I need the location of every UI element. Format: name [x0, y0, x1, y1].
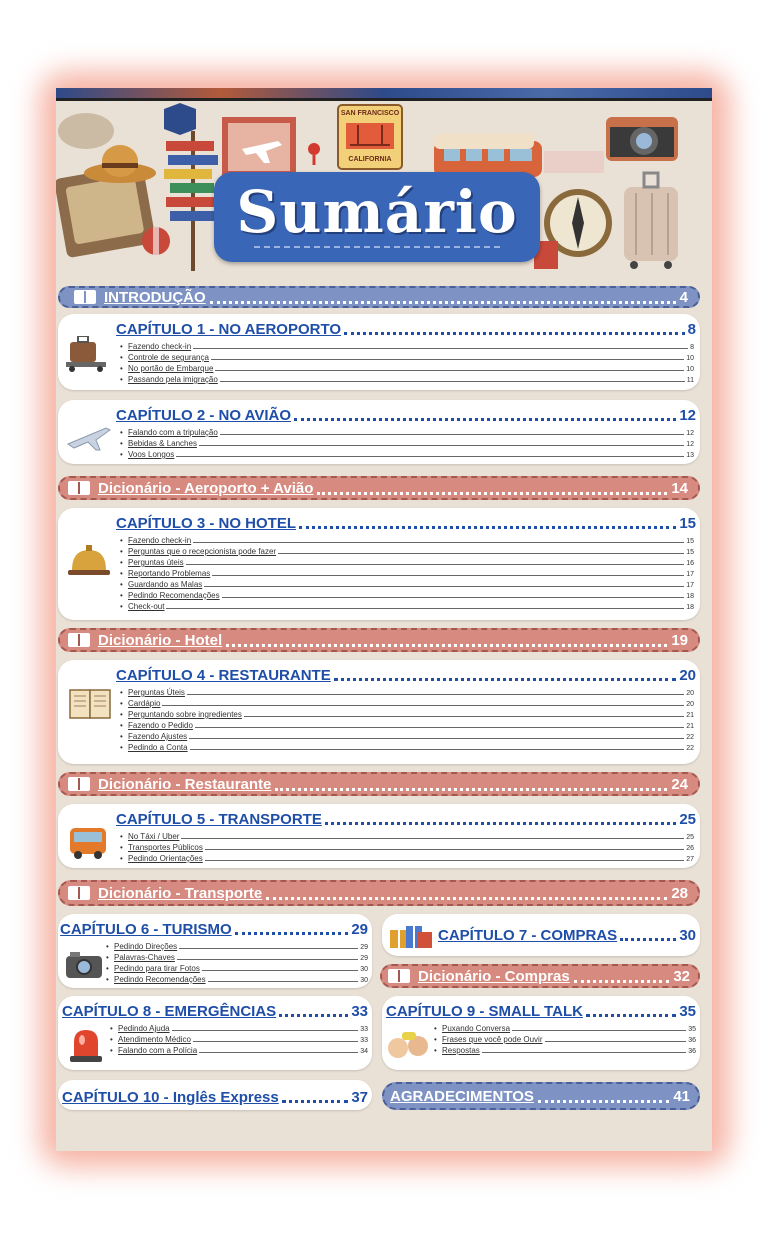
camera-icon [64, 950, 104, 980]
toc-item[interactable]: • Pedindo Direções 29 [106, 942, 368, 951]
dictionary-label: Dicionário - Transporte [98, 884, 263, 902]
chapter-title: CAPÍTULO 9 - SMALL TALK [386, 1003, 583, 1020]
siren-icon [68, 1026, 104, 1064]
chapter-page: 20 [679, 667, 696, 684]
chapter-5-heading[interactable] [116, 808, 696, 828]
san-francisco-sign [338, 105, 402, 169]
chapter-6-card [58, 914, 372, 988]
chapter-8-card [58, 996, 372, 1070]
chapter-1-items [120, 340, 694, 384]
book-icon [68, 633, 90, 647]
toc-item[interactable]: • No Táxi / Uber 25 [120, 832, 694, 841]
toc-item[interactable]: • Pedindo Ajuda 33 [110, 1024, 368, 1033]
sign-bottom-text: CALIFORNIA [348, 156, 392, 163]
thanks-label: AGRADECIMENTOS [390, 1087, 534, 1105]
toc-item[interactable]: • Perguntas que o recepcionista pode fazer 15 [120, 547, 694, 556]
title-banner [214, 172, 540, 262]
dictionary-shopping-entry[interactable] [380, 964, 700, 988]
toc-item[interactable]: • Perguntas Úteis 20 [120, 688, 694, 697]
toc-item[interactable]: • No portão de Embarque 10 [120, 364, 694, 373]
thanks-page: 41 [673, 1087, 690, 1105]
chapter-page: 29 [351, 921, 368, 938]
chapter-9-card [382, 996, 700, 1070]
chapter-page: 37 [351, 1089, 368, 1106]
dictionary-page: 32 [673, 967, 690, 985]
chapter-6-items [106, 940, 368, 984]
toc-item[interactable]: • Falando com a Polícia 34 [110, 1046, 368, 1055]
toc-item[interactable]: • Passando pela imigração 11 [120, 375, 694, 384]
toc-item[interactable]: • Pedindo Recomendações 18 [120, 591, 694, 600]
toc-item[interactable]: • Fazendo o Pedido 21 [120, 721, 694, 730]
toc-item[interactable]: • Perguntas úteis 16 [120, 558, 694, 567]
rolling-suitcase-icon [624, 173, 678, 269]
chapter-3-card [58, 508, 700, 620]
toc-item[interactable]: • Puxando Conversa 35 [434, 1024, 696, 1033]
chapter-6-heading[interactable] [60, 918, 368, 938]
luggage-cart-icon [64, 336, 108, 372]
chapter-8-items [110, 1022, 368, 1055]
dictionary-page: 14 [671, 479, 688, 497]
intro-entry[interactable] [58, 286, 700, 308]
airmail-stamp-icon [222, 117, 320, 177]
chapter-3-heading[interactable] [116, 512, 696, 532]
toc-item[interactable]: • Guardando as Malas 17 [120, 580, 694, 589]
dictionary-label: Dicionário - Restaurante [98, 775, 272, 793]
toc-item[interactable]: • Transportes Públicos 26 [120, 843, 694, 852]
chapter-title: CAPÍTULO 1 - NO AEROPORTO [116, 321, 342, 338]
chapter-4-items [120, 686, 694, 752]
menu-book-icon [68, 686, 112, 720]
chapter-2-items [120, 426, 694, 459]
chapter-7-card [382, 914, 700, 956]
toc-item[interactable]: • Check-out 18 [120, 602, 694, 611]
dictionary-page: 24 [671, 775, 688, 793]
chapter-1-heading[interactable] [116, 318, 696, 338]
chapter-5-card [58, 804, 700, 868]
chapter-8-heading[interactable] [62, 1000, 368, 1020]
chapter-4-card [58, 660, 700, 764]
toc-item[interactable]: • Controle de segurança 10 [120, 353, 694, 362]
sign-top-text: SAN FRANCISCO [340, 110, 400, 117]
suitcase-hat-icon [56, 113, 156, 258]
toc-item[interactable]: • Voos Longos 13 [120, 450, 694, 459]
chapter-9-heading[interactable] [386, 1000, 696, 1020]
book-icon [68, 886, 90, 900]
gift-icon [388, 920, 434, 950]
airplane-icon [66, 422, 112, 452]
chapter-2-heading[interactable] [116, 404, 696, 424]
dictionary-label: Dicionário - Hotel [98, 631, 223, 649]
compass-icon [534, 189, 612, 269]
book-icon [68, 481, 90, 495]
toc-item[interactable]: • Frases que você pode Ouvir 36 [434, 1035, 696, 1044]
chapter-4-heading[interactable] [116, 664, 696, 684]
toc-item[interactable]: • Bebidas & Lanches 12 [120, 439, 694, 448]
toc-item[interactable]: • Pedindo a Conta 22 [120, 743, 694, 752]
toc-item[interactable]: • Atendimento Médico 33 [110, 1035, 368, 1044]
summary-page [56, 88, 712, 1151]
book-icon [68, 777, 90, 791]
top-band [56, 88, 712, 98]
book-icon [388, 969, 410, 983]
chapter-title: CAPÍTULO 8 - EMERGÊNCIAS [62, 1003, 277, 1020]
chapter-1-card [58, 314, 700, 390]
toc-item[interactable]: • Pedindo para tirar Fotos 30 [106, 964, 368, 973]
dictionary-transport-entry[interactable] [58, 880, 700, 906]
chapter-page: 12 [679, 407, 696, 424]
toc-item[interactable]: • Pedindo Recomendações 30 [106, 975, 368, 984]
toc-item[interactable]: • Falando com a tripulação 12 [120, 428, 694, 437]
toc-item[interactable]: • Perguntando sobre ingredientes 21 [120, 710, 694, 719]
chapter-5-items [120, 830, 694, 863]
toc-item[interactable]: • Reportando Problemas 17 [120, 569, 694, 578]
dictionary-label: Dicionário - Aeroporto + Avião [98, 479, 314, 497]
page-title: Sumário [236, 178, 518, 246]
toc-item[interactable]: • Cardápio 20 [120, 699, 694, 708]
chapter-10-heading[interactable] [62, 1084, 368, 1106]
chat-icon [386, 1030, 430, 1064]
chapter-2-card [58, 400, 700, 464]
chapter-page: 33 [351, 1003, 368, 1020]
camera-icon [606, 117, 678, 161]
chapter-page: 35 [679, 1003, 696, 1020]
thanks-entry[interactable] [382, 1082, 700, 1110]
dictionary-hotel-entry[interactable] [58, 628, 700, 652]
chapter-9-items [434, 1022, 696, 1055]
toc-item[interactable]: • Fazendo check-in 8 [120, 342, 694, 351]
toc-item[interactable]: • Pedindo Orientações 27 [120, 854, 694, 863]
intro-label: INTRODUÇÃO [104, 288, 206, 306]
toc-item[interactable]: • Fazendo Ajustes 22 [120, 732, 694, 741]
dictionary-page: 19 [671, 631, 688, 649]
chapter-title: CAPÍTULO 7 - COMPRAS [438, 927, 618, 944]
chapter-title: CAPÍTULO 5 - TRANSPORTE [116, 811, 322, 828]
chapter-7-heading[interactable] [438, 922, 696, 944]
chapter-title: CAPÍTULO 10 - Inglês Express [62, 1089, 279, 1106]
toc-item[interactable]: • Respostas 36 [434, 1046, 696, 1055]
chapter-title: CAPÍTULO 4 - RESTAURANTE [116, 667, 331, 684]
chapter-page: 15 [679, 515, 696, 532]
toc-item[interactable]: • Palavras-Chaves 29 [106, 953, 368, 962]
bus-icon [68, 826, 108, 860]
dictionary-page: 28 [671, 884, 688, 902]
chapter-10-card [58, 1080, 372, 1110]
bell-icon [66, 544, 112, 578]
signpost-icon [142, 103, 218, 271]
dictionary-restaurant-entry[interactable] [58, 772, 700, 796]
toc-item[interactable]: • Fazendo check-in 15 [120, 536, 694, 545]
book-icon [74, 290, 96, 304]
chapter-title: CAPÍTULO 2 - NO AVIÃO [116, 407, 292, 424]
intro-page: 4 [679, 288, 688, 306]
chapter-page: 30 [679, 927, 696, 944]
dictionary-airport-entry[interactable] [58, 476, 700, 500]
chapter-title: CAPÍTULO 3 - NO HOTEL [116, 515, 296, 532]
chapter-page: 8 [687, 321, 696, 338]
chapter-page: 25 [679, 811, 696, 828]
dictionary-label: Dicionário - Compras [418, 967, 570, 985]
chapter-title: CAPÍTULO 6 - TURISMO [60, 921, 232, 938]
chapter-3-items [120, 534, 694, 611]
